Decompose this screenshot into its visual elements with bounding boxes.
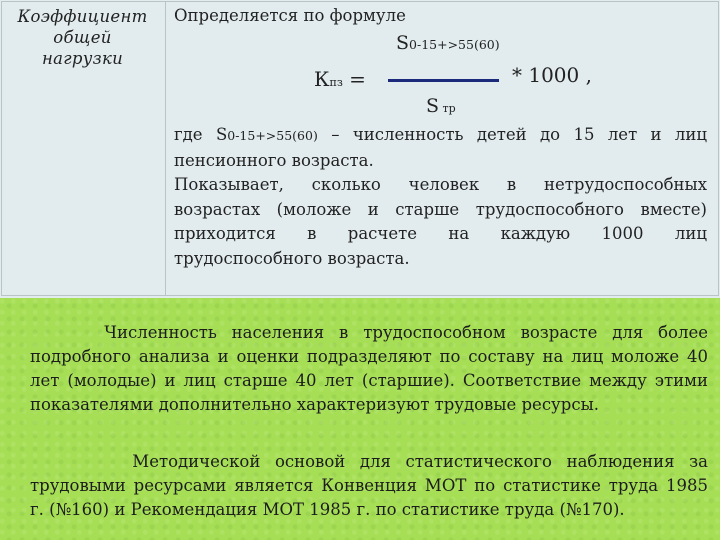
paragraph-line: показателями дополнительно характеризуют трудовые ресурсы. xyxy=(30,395,599,414)
description-line: пенсионного возраста. xyxy=(174,150,374,170)
paragraph-line: г. (№160) и Рекомендация МОТ 1985 г. по статистике труда (№170). xyxy=(30,500,625,519)
formula-denominator xyxy=(426,95,456,117)
description-prefix: где xyxy=(174,125,216,144)
coefficient-subscript: пз xyxy=(329,76,343,89)
paragraph-line: Численность населения в трудоспособном возрасте для более xyxy=(30,323,708,342)
denominator-subscript: тр xyxy=(439,102,456,115)
formula-intro: Определяется по формуле xyxy=(174,6,406,25)
denominator-symbol: S xyxy=(426,95,440,117)
description-line: приходится в расчете на каждую 1000 лиц xyxy=(174,224,707,243)
paragraph-line: Методической основой для статистического наблюдения за xyxy=(30,452,708,471)
paragraph-line: лет (молодые) и лиц старше 40 лет (старшие). Соответствие между этими xyxy=(30,371,708,390)
description-symbol: S xyxy=(215,125,228,144)
paragraph-working-age xyxy=(30,321,708,417)
coefficient-symbol: К xyxy=(314,67,330,91)
description-rest: – численность детей до 15 лет и лиц xyxy=(317,125,707,144)
formula-description xyxy=(174,123,707,271)
equals-sign: = xyxy=(342,67,366,91)
numerator-symbol: S xyxy=(396,32,410,54)
description-subscript: 0-15+>55(60) xyxy=(227,128,318,143)
description-line: Показывает, сколько человек в нетрудоспособных xyxy=(174,175,707,194)
numerator-subscript: 0-15+>55(60) xyxy=(409,37,500,52)
formula-coefficient xyxy=(314,67,366,91)
description-line: трудоспособного возраста. xyxy=(174,248,410,268)
fraction-line xyxy=(388,79,499,82)
term-label: Коэффициент общей нагрузки xyxy=(17,7,148,68)
description-line xyxy=(174,123,707,149)
paragraph-line: подробного анализа и оценки подразделяют по составу на лиц моложе 40 xyxy=(30,347,708,366)
paragraph-methodology xyxy=(30,450,708,522)
formula-multiplier: * 1000 , xyxy=(512,63,592,87)
formula-numerator xyxy=(396,32,500,54)
paragraph-line: трудовыми ресурсами является Конвенция МОТ по статистике труда 1985 xyxy=(30,476,708,495)
description-line: возрастах (моложе и старше трудоспособного вместе) xyxy=(174,199,707,219)
